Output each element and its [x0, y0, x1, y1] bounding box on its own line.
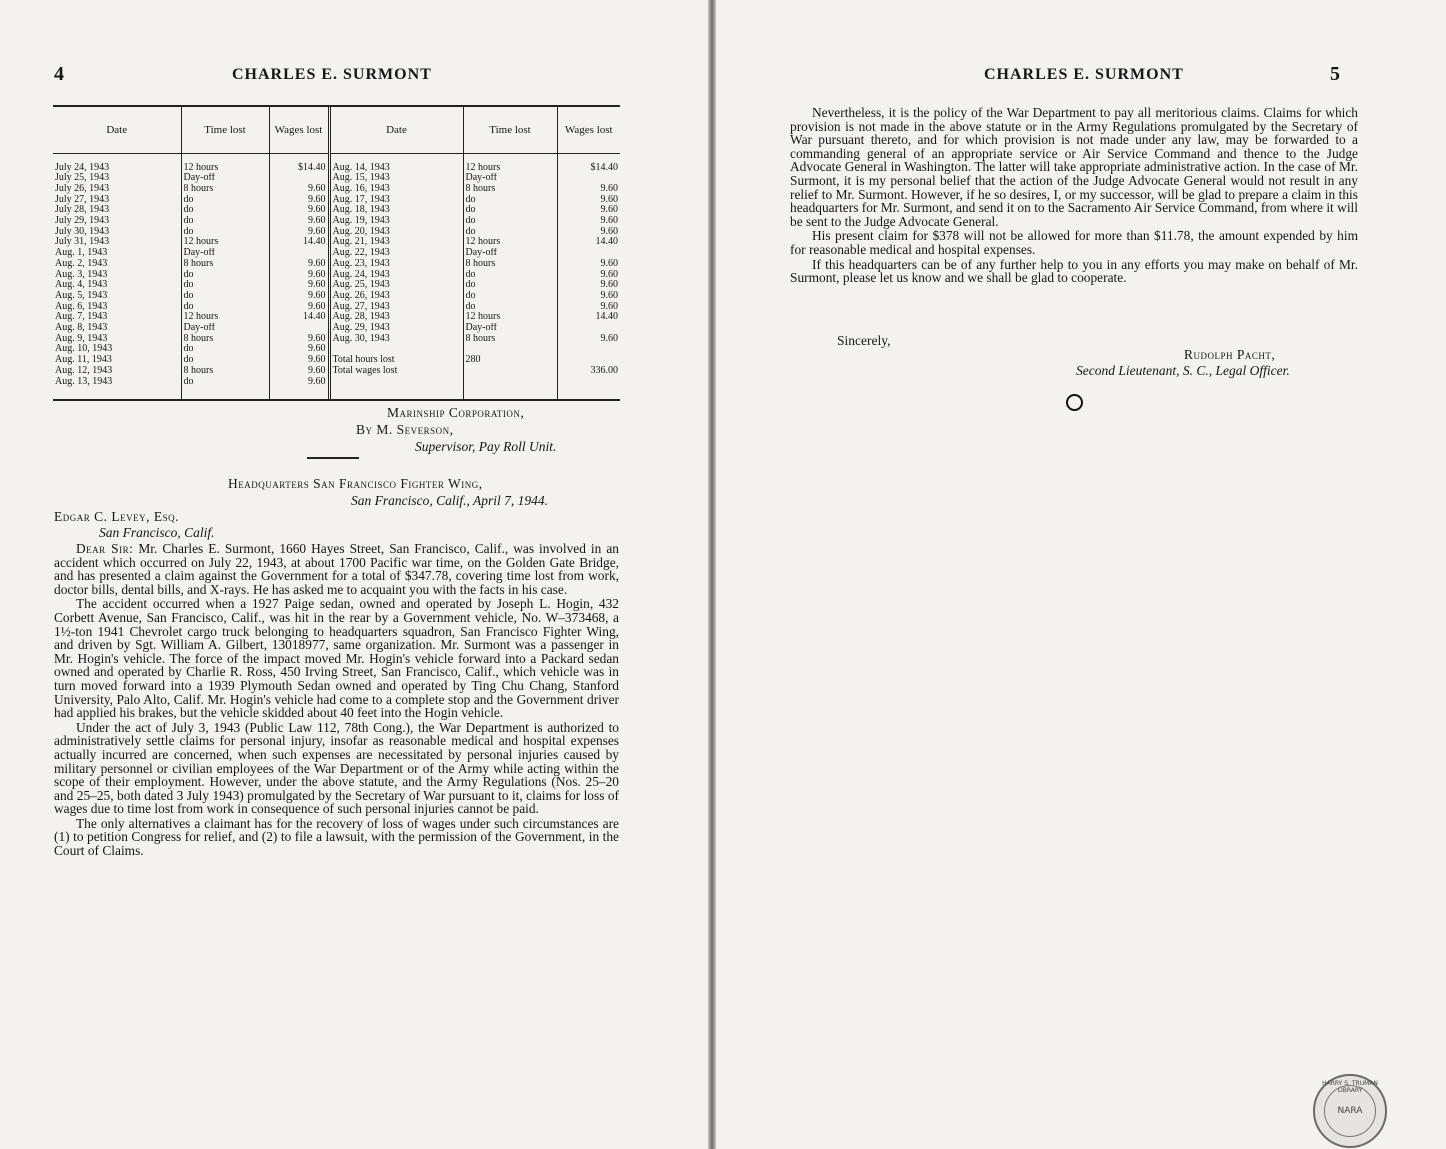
time-cell: do [181, 227, 269, 238]
table-row [53, 173, 620, 184]
letter-body-continued [790, 106, 1358, 285]
table-row [53, 259, 620, 270]
wages-cell [269, 248, 329, 259]
time-cell: 8 hours [463, 334, 557, 345]
date-cell: Aug. 15, 1943 [329, 173, 463, 184]
column-header: Wages lost [269, 107, 329, 153]
table-row [53, 291, 620, 302]
wages-cell: 9.60 [269, 270, 329, 281]
time-cell: 8 hours [463, 259, 557, 270]
date-cell: July 29, 1943 [55, 216, 110, 227]
wages-cell: 14.40 [269, 312, 329, 323]
signature-block [387, 404, 524, 421]
section-divider [307, 457, 359, 459]
wages-cell [269, 323, 329, 334]
wages-cell: 336.00 [557, 366, 620, 377]
table-row [53, 355, 620, 366]
time-cell: 12 hours [463, 237, 557, 248]
table-row [53, 280, 620, 291]
table-row [53, 344, 620, 355]
time-cell: do [181, 291, 269, 302]
table-row [53, 248, 620, 259]
running-head: CHARLES E. SURMONT [232, 66, 432, 83]
wages-cell: 9.60 [269, 302, 329, 313]
table-row [53, 237, 620, 248]
time-cell: do [181, 280, 269, 291]
time-cell [463, 366, 557, 377]
table-header-row [53, 107, 620, 153]
paragraph: The accident occurred when a 1927 Paige sedan, owned and operated by Joseph L. Hogin, 432 Corbett Avenue, San Francisco, Calif., was hit in the rear by a Government vehicle, No. W–373468, a 1½-ton 1941 Chevrolet cargo truck belonging to headquarters squadron, San Francisco Fighter Wing, and driven by Sgt. William A. Gilbert, 13018977, same organization. Mr. Surmont was a passenger in Mr. Hogin's vehicle. The force of the impact moved Mr. Hogin's vehicle forward into a Packard sedan owned and operated by Charlie R. Ross, 450 Irving Street, San Francisco, Calif., which vehicle was in turn moved forward into a 1939 Plymouth Sedan owned and operated by Ting Chu Chang, Stanford University, Palo Alto, Calif. Mr. Hogin's vehicle had come to a complete stop and the Government driver had applied his brakes, but the vehicle skidded about 40 feet into the Hogin vehicle. [54, 596, 619, 721]
table-row [53, 270, 620, 281]
table-row [53, 205, 620, 216]
date-cell: Aug. 22, 1943 [329, 248, 463, 259]
time-cell: 12 hours [463, 153, 557, 173]
time-cell: Day-off [181, 323, 269, 334]
stamp-arc-text: HARRY S. TRUMAN LIBRARY [1322, 1080, 1378, 1094]
date-cell: Aug. 7, 1943 [55, 312, 108, 323]
signer-title: Supervisor, Pay Roll Unit. [415, 439, 557, 454]
wages-cell: 9.60 [557, 216, 620, 227]
time-cell: 8 hours [181, 334, 269, 345]
company-name: Marinship Corporation, [387, 405, 525, 420]
wages-cell: 9.60 [557, 184, 620, 195]
date-cell: Aug. 26, 1943 [329, 291, 463, 302]
time-cell: Day-off [181, 248, 269, 259]
date-cell: Aug. 16, 1943 [329, 184, 463, 195]
paragraph-text: Mr. Charles E. Surmont, 1660 Hayes Street, San Francisco, Calif., was involved in an accident which occurred on July 22, 1943, at about 1700 Pacific war time, on the Golden Gate Bridge, and has presented a claim against the Government for a total of $347.78, covering time lost from work, doctor bills, dental bills, and X-rays. He has asked me to acquaint you with the facts in his case. [54, 541, 619, 597]
page-number: 4 [54, 63, 64, 85]
paragraph: Under the act of July 3, 1943 (Public Law 112, 78th Cong.), the War Department is authorized to administratively settle claims for personal injury, insofar as reasonable medical and hospital expenses actually incurred are concerned, when such expenses are necessitated by personal injuries caused by military personnel or civilian employees of the War Department or of the Army while acting within the scope of their employment. However, under the above statute, and the Army Regulations (Nos. 25–20 and 25–25, both dated 3 July 1943) promulgated by the Secretary of War pursuant to it, claims for loss of wages due to time lost from work in consequence of such personal injuries cannot be paid. [54, 719, 619, 817]
date-cell: Aug. 8, 1943 [55, 323, 108, 334]
signature-by [356, 421, 454, 438]
wages-cell: 9.60 [269, 366, 329, 377]
paragraph: Nevertheless, it is the policy of the War Department to pay all meritorious claims. Claims for which provision is not made in the above statute or in the Army Regulations promulgated by the Secretary of War pursuant thereto, and for which provision is not made under any law, may be forwarded to a commanding general of an appropriate service or Air Service Command and thence to the Judge Advocate General in Washington. The latter will take appropriate administrative action. In the case of Mr. Surmont, it is my personal belief that the action of the Judge Advocate General would not result in any relief to Mr. Surmont. However, if he so desires, I, or my successor, will be glad to prepare a claim in this headquarters for Mr. Surmont, and send it on to the Sacramento Air Service Command, from where it will be sent to the Judge Advocate General. [790, 105, 1358, 229]
table-row [53, 366, 620, 377]
date-cell: July 28, 1943 [55, 205, 110, 216]
time-cell [463, 377, 557, 400]
wages-cell: 9.60 [557, 205, 620, 216]
paragraph: The only alternatives a claimant has for the recovery of loss of wages under such circumstances are (1) to petition Congress for relief, and (2) to file a lawsuit, with the permission of the Government, in the Court of Claims. [54, 815, 619, 859]
time-cell: do [181, 195, 269, 206]
date-cell: Aug. 19, 1943 [329, 216, 463, 227]
table-row [53, 153, 620, 173]
paragraph: If this headquarters can be of any further help to you in any efforts you may make on behalf of Mr. Surmont, please let us know and we shall be glad to cooperate. [790, 256, 1358, 286]
wages-cell [557, 377, 620, 400]
table-row [53, 227, 620, 238]
wage-loss-table [53, 105, 620, 401]
wages-cell: 9.60 [557, 259, 620, 270]
time-cell: 12 hours [181, 312, 269, 323]
time-cell: 8 hours [181, 366, 269, 377]
date-cell: Aug. 5, 1943 [55, 290, 108, 301]
date-cell: Aug. 11, 1943 [55, 355, 112, 366]
time-cell: do [463, 302, 557, 313]
date-cell: July 27, 1943 [55, 194, 110, 205]
wages-cell: 9.60 [269, 344, 329, 355]
time-cell [463, 344, 557, 355]
table-row [53, 312, 620, 323]
time-cell: 8 hours [463, 184, 557, 195]
time-cell: Day-off [463, 173, 557, 184]
closing: Sincerely, [837, 333, 891, 348]
date-cell: Total hours lost [329, 355, 463, 366]
date-cell: Aug. 12, 1943 [55, 365, 113, 376]
wages-cell: 9.60 [557, 195, 620, 206]
wages-cell: 9.60 [557, 270, 620, 281]
wages-cell: 9.60 [269, 195, 329, 206]
date-cell: Aug. 2, 1943 [55, 258, 108, 269]
time-cell: do [181, 377, 269, 400]
letter-place-date: San Francisco, Calif., April 7, 1944. [351, 493, 549, 508]
signer-title: Second Lieutenant, S. C., Legal Officer. [1076, 363, 1290, 378]
gutter [708, 0, 716, 1149]
date-cell: July 26, 1943 [55, 183, 110, 194]
wages-cell: 9.60 [269, 377, 329, 400]
wages-cell: 9.60 [269, 355, 329, 366]
date-cell [329, 344, 463, 355]
time-cell: do [463, 216, 557, 227]
wages-cell: 9.60 [557, 280, 620, 291]
time-cell: do [181, 270, 269, 281]
date-cell: Aug. 24, 1943 [329, 270, 463, 281]
column-header: Time lost [463, 107, 557, 153]
time-cell: do [181, 355, 269, 366]
wages-cell: 9.60 [269, 280, 329, 291]
wages-cell: 9.60 [557, 334, 620, 345]
wages-cell: 14.40 [557, 312, 620, 323]
wages-cell: $14.40 [557, 153, 620, 173]
date-cell [329, 377, 463, 400]
stamp-center-text: NARA [1337, 1106, 1363, 1116]
date-cell: Aug. 10, 1943 [55, 344, 113, 355]
date-cell: Aug. 28, 1943 [329, 312, 463, 323]
time-cell: do [463, 205, 557, 216]
date-cell: Aug. 18, 1943 [329, 205, 463, 216]
paragraph: His present claim for $378 will not be allowed for more than $11.78, the amount expended by him for reasonable medical and hospital expenses. [790, 228, 1358, 257]
time-cell: do [181, 205, 269, 216]
date-cell: July 31, 1943 [55, 237, 110, 248]
time-cell: 12 hours [181, 237, 269, 248]
time-cell: do [463, 280, 557, 291]
table-row [53, 184, 620, 195]
wages-cell [557, 344, 620, 355]
letter-body [54, 542, 619, 858]
time-cell: Day-off [463, 248, 557, 259]
archive-stamp [1313, 1074, 1387, 1148]
time-cell: 8 hours [181, 184, 269, 195]
date-cell: Aug. 6, 1943 [55, 301, 108, 312]
wages-cell [557, 173, 620, 184]
column-header: Wages lost [557, 107, 620, 153]
wages-cell: 9.60 [269, 216, 329, 227]
table-row [53, 377, 620, 400]
column-header: Date [329, 107, 463, 153]
date-cell: Aug. 13, 1943 [55, 376, 113, 387]
date-cell: Aug. 21, 1943 [329, 237, 463, 248]
time-cell: Day-off [181, 173, 269, 184]
wages-cell: 14.40 [269, 237, 329, 248]
time-cell: do [181, 344, 269, 355]
addressee-city: San Francisco, Calif. [99, 525, 215, 540]
date-cell: Aug. 9, 1943 [55, 333, 108, 344]
time-cell: 280 [463, 355, 557, 366]
wages-cell: 9.60 [557, 227, 620, 238]
wages-cell: 9.60 [557, 291, 620, 302]
date-cell: July 30, 1943 [55, 226, 110, 237]
wages-cell: 9.60 [269, 205, 329, 216]
table-row [53, 216, 620, 227]
date-cell: Aug. 29, 1943 [329, 323, 463, 334]
date-cell: Aug. 4, 1943 [55, 280, 108, 291]
signer-name: Rudolph Pacht, [1184, 347, 1276, 362]
wages-cell: $14.40 [269, 153, 329, 173]
wages-cell [269, 173, 329, 184]
time-cell: Day-off [463, 323, 557, 334]
date-cell: Aug. 25, 1943 [329, 280, 463, 291]
wages-cell: 9.60 [269, 334, 329, 345]
date-cell: July 25, 1943 [55, 173, 110, 184]
table-row [53, 302, 620, 313]
date-cell: Aug. 14, 1943 [329, 153, 463, 173]
column-header: Date [53, 107, 181, 153]
paragraph [54, 542, 619, 596]
column-header: Time lost [181, 107, 269, 153]
date-cell: Aug. 3, 1943 [55, 269, 108, 280]
table-row [53, 323, 620, 334]
time-cell: 8 hours [181, 259, 269, 270]
time-cell: do [463, 227, 557, 238]
wages-cell [557, 323, 620, 334]
time-cell: do [463, 291, 557, 302]
wages-cell: 9.60 [269, 184, 329, 195]
date-cell: Aug. 27, 1943 [329, 302, 463, 313]
date-cell: Total wages lost [329, 366, 463, 377]
wages-cell: 9.60 [269, 291, 329, 302]
time-cell: do [181, 302, 269, 313]
wages-cell [557, 248, 620, 259]
signer-name: By M. Severson, [356, 422, 454, 437]
table-row [53, 334, 620, 345]
letter-header-org: Headquarters San Francisco Fighter Wing, [228, 476, 483, 491]
punch-hole-mark [1066, 394, 1083, 411]
time-cell: do [181, 216, 269, 227]
date-cell: Aug. 23, 1943 [329, 259, 463, 270]
page-number: 5 [1330, 63, 1340, 85]
left-page [0, 0, 708, 1149]
wages-cell [557, 355, 620, 366]
right-page [716, 0, 1446, 1149]
wages-cell: 9.60 [269, 259, 329, 270]
time-cell: 12 hours [181, 153, 269, 173]
running-head: CHARLES E. SURMONT [984, 66, 1184, 83]
time-cell: do [463, 195, 557, 206]
salutation: Dear Sir: [76, 541, 134, 556]
date-cell: July 24, 1943 [55, 161, 110, 173]
wages-cell: 9.60 [269, 227, 329, 238]
wages-cell: 14.40 [557, 237, 620, 248]
date-cell: Aug. 20, 1943 [329, 227, 463, 238]
table-row [53, 195, 620, 206]
date-cell: Aug. 30, 1943 [329, 334, 463, 345]
date-cell: Aug. 1, 1943 [55, 248, 108, 259]
wages-cell: 9.60 [557, 302, 620, 313]
addressee-name: Edgar C. Levey, Esq. [54, 509, 179, 524]
time-cell: do [463, 270, 557, 281]
time-cell: 12 hours [463, 312, 557, 323]
date-cell: Aug. 17, 1943 [329, 195, 463, 206]
